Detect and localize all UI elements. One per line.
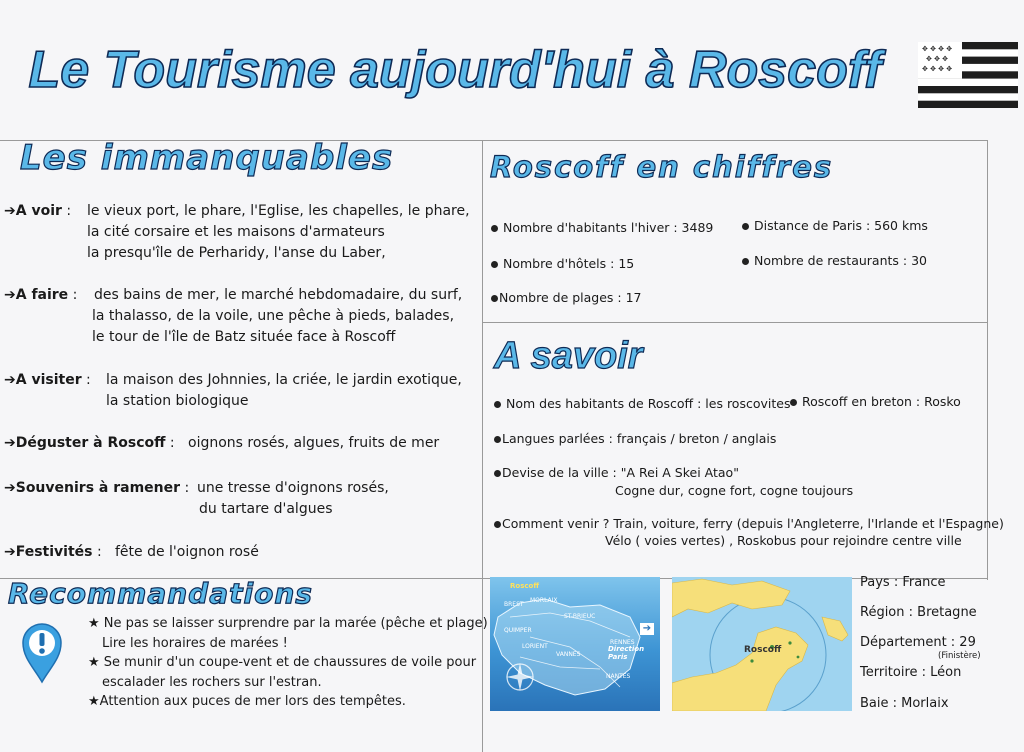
breton-flag [918,42,1018,108]
arrow-icon: ➔ [4,480,16,496]
figure-hotels: Nombre d'hôtels : 15 [491,256,634,271]
to-know-motto: Devise de la ville : "A Rei A Skei Atao" [494,465,739,480]
must-see-a-voir: ➔A voir : [4,203,72,219]
arrow-icon: ➔ [4,203,16,219]
to-know-motto-translation: Cogne dur, cogne fort, cogne toujours [615,483,854,498]
warning-pin-icon [20,620,64,684]
must-see-a-visiter: ➔A visiter : [4,372,91,388]
divider-vertical [482,140,483,752]
frame-right [987,140,988,580]
to-know-access-2: Vélo ( voies vertes) , Roskobus pour rejoindre centre ville [605,533,962,548]
arrow-icon: ➔ [4,544,16,560]
page-title: Le Tourisme aujourd'hui à Roscoff [28,41,882,99]
to-know-inhabitants: Nom des habitants de Roscoff : les roscovites [494,396,790,411]
recommendation-gear: ★ Se munir d'un coupe-vent et de chaussures de voile pour [88,655,477,670]
svg-text:✥ ✥ ✥ ✥: ✥ ✥ ✥ ✥ [922,45,953,53]
arrow-right-icon: ➔ [640,623,654,635]
recommendations-heading: Recommandations [8,577,313,610]
recommendation-tide-hours: Lire les horaires de marées ! [102,636,288,651]
info-country: Pays : France [860,575,946,590]
to-know-languages: Langues parlées : français / breton / anglais [494,431,776,446]
recommendation-sea-fleas: ★Attention aux puces de mer lors des tempêtes. [88,694,406,709]
info-territory: Territoire : Léon [860,665,962,680]
to-know-breton: Roscoff en breton : Rosko [790,394,961,409]
figure-distance: Distance de Paris : 560 kms [742,218,928,233]
info-department: Département : 29 [860,635,976,650]
must-see-souvenirs: ➔Souvenirs à ramener : [4,480,190,496]
must-see-deguster: ➔Déguster à Roscoff : [4,435,175,451]
map-brittany: Roscoff BREST MORLAIX ST-BRIEUC QUIMPER LORIENT VANNES RENNES NANTES ➔ Direction Paris [490,577,660,711]
info-department-note: (Finistère) [938,651,981,661]
svg-text:✥ ✥ ✥ ✥: ✥ ✥ ✥ ✥ [922,65,953,73]
figure-restaurants: Nombre de restaurants : 30 [742,253,927,268]
recommendation-gear-2: escalader les rochers sur l'estran. [102,675,322,690]
must-see-festivites: ➔Festivités : [4,544,102,560]
map-roscoff: Roscoff [672,577,852,711]
arrow-icon: ➔ [4,287,16,303]
arrow-icon: ➔ [4,435,16,451]
must-see-heading: Les immanquables [20,138,394,178]
to-know-heading: A savoir [494,335,643,377]
figure-beaches: Nombre de plages : 17 [491,290,642,305]
figure-inhabitants: Nombre d'habitants l'hiver : 3489 [491,220,713,235]
to-know-access: Comment venir ? Train, voiture, ferry (depuis l'Angleterre, l'Irlande et l'Espagne) [494,516,1004,531]
figures-heading: Roscoff en chiffres [490,150,834,184]
must-see-a-faire: ➔A faire : [4,287,78,303]
recommendation-tide: ★ Ne pas se laisser surprendre par la marée (pêche et plage) [88,616,488,631]
arrow-icon: ➔ [4,372,16,388]
divider-figures [482,322,988,323]
info-bay: Baie : Morlaix [860,696,949,711]
svg-text:✥ ✥ ✥: ✥ ✥ ✥ [926,55,949,63]
info-region: Région : Bretagne [860,605,977,620]
